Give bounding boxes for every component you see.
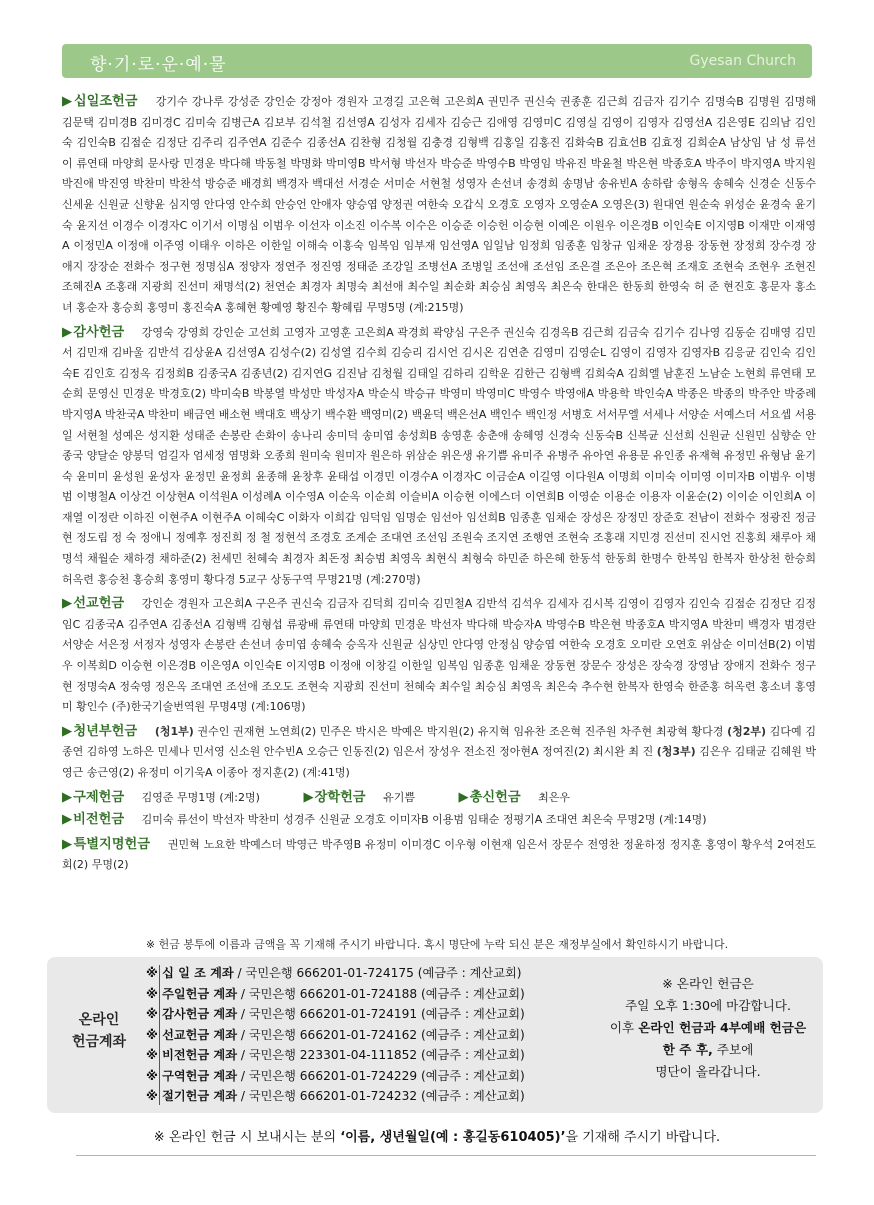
account-detail: / 국민은행 666201-01-724162 (예금주 : 계산교회) [236,1027,525,1042]
account-list [146,963,525,1107]
account-row [146,1045,525,1066]
section-names-seongyo: 강인순 경원자 고은희A 구은주 권신숙 김금자 김덕희 김미숙 김민철A 김반석 김석우 김세자 김시복 김영이 김영자 김인숙 김점순 김정단 김정임C 김종국A 김주연A 김종선A 김형백 김형섭 류광배 류연태 마양희 민경운 박선자 박다해 박승자A 박영수B 박은현 박종호A 박지영A 박찬미 백경자 범경란 서양순 서은정 서정자 성영자 손봉란 손선녀 송미엽 송혜숙 승옥자 신원균 심상민 안다영 안정심 양승엽 여한숙 오경호 오미란 오연호 위삼순 이미선B(2) 이범우 이복희D 이승현 이은경B 이은영A 이인숙E 이지영B 이정애 이창길 이한일 임복임 임종훈 임채운 장동현 장문수 장성은 장숙경 장영남 장애지 전화수 정구현 정명숙A 정숙영 정은옥 조대연 조선애 조오도 조현숙 지광희 진선미 천혜숙 최수일 최승심 최영옥 최은숙 추수현 한복자 한영숙 한준홍 허옥련 홍소녀 홍영미 황인수 (주)한국기술번역원 무명4명 [62,597,817,714]
deadline-line-3-bold: 온라인 헌금과 4부예배 헌금은 [638,1020,807,1035]
section-cheongnyeon [62,722,816,784]
account-name: ※ 십 일 조 계좌 [146,966,234,980]
youth-group-2-label: (청2부) [727,724,767,738]
online-giving-instruction [0,1126,874,1145]
section-total-seongyo: (계:106명) [250,700,306,714]
section-heading-guje: ▶ 구제헌금 [62,790,124,805]
account-name: ※ 구역헌금 계좌 [146,1068,237,1083]
section-bijeon [62,810,816,831]
instruction-prefix: ※ 온라인 헌금 시 보내시는 분의 [153,1130,341,1145]
online-deadline-notice [595,973,821,1083]
account-row [146,1086,525,1107]
section-heading-cheongnyeon: ▶ 청년부헌금 [62,724,137,739]
account-detail: / 국민은행 666201-01-724229 (예금주 : 계산교회) [236,1068,525,1083]
footer-rule [76,1155,816,1156]
section-names-gamsa: 강영숙 강영희 강인순 고선희 고영자 고영훈 고은희A 곽경희 곽양심 구은주 권신숙 김경옥B 김근희 김금숙 김기수 김나영 김동순 김매영 김민서 김민재 김바울 김반석 김상윤A 김선영A 김성수(2) 김성열 김수희 김승리 김시언 김시온 김연춘 김영미 김영순L 김영이 김영자 김영자B 김응균 김인숙 김인숙E 김인호 김정옥 김정희B 김종국A 김종년(2) 김지연G 김진남 김청월 김태일 김하리 김학운 김한근 김형백 김희숙A 김희엘 남훈진 노남순 노현희 류연태 모순희 문영신 민경운 박경호(2) 박미숙B 박봉열 박성만 박성자A 박순식 박승규 박영미 박영미C 박영수 박영애A 박용학 박인숙A 박종은 박종의 박주안 박중례 박지영A 박찬국A 박찬미 배금연 배소현 백대호 백상기 백수환 백영미(2) 백윤덕 백은선A 백인수 백인정 서병호 서서무엘 서세나 서양순 서예스더 서요셉 서용일 서현철 성예은 성지환 성태준 손봉란 손화이 송나리 송미덕 송미엽 송성희B 송영훈 송춘애 송혜영 신경숙 신동숙B 신복균 신선희 신원균 신원민 심향순 안종국 양달순 양봉덕 엄길자 엄세정 염명화 오종희 원미숙 원미자 원은하 위삼순 위은생 유기쁨 유미주 유병주 유아연 유용문 유인종 유재혁 유정민 유형남 윤기숙 윤미미 윤성원 윤성자 윤정민 윤정희 윤종해 윤창후 윤태섭 이경민 이경수A 이경자C 이금순A 이길영 이다원A 이명희 이미숙 이미영 이미자B 이범우 이병범 이병철A 이상건 이상현A 이석원A 이성례A 이수영A 이순옥 이순희 이슬비A 이승현 이에스더 이연희B 이영순 이용순 이용자 이윤순(2) 이이순 이인희A 이재열 이정란 이하진 이현주A 이현주A 이혜숙C 이화자 이희갑 임덕임 임명순 임선아 임선희B 임종훈 임채순 장성은 장정민 장준호 전남이 전화수 정광진 정금현 정도림 정 숙 정애니 정예후 정진희 정 철 정현석 조경호 조계순 조대연 조선임 조원숙 조지연 조행연 조현숙 조홍래 지민경 진선미 진시언 진홍희 채루아 채명석 채월순 채하경 채하준(2) 천세민 천혜숙 최경자 최돈정 최승범 최영옥 최현식 최형숙 하민준 하은혜 한동석 한동희 한명수 한복임 한복자 한상천 한승희 허옥련 홍승천 홍승희 홍영미 황다경 5교구 상동구역 무명21명 [62,325,816,586]
section-heading-sipil: ▶ 십일조헌금 [62,94,138,109]
deadline-line-3 [595,1017,821,1039]
instruction-bold: ‘이름, 생년월일(예 : 홍길동610405)’ [340,1130,566,1145]
account-detail: / 국민은행 666201-01-724175 (예금주 : 계산교회) [233,966,522,980]
account-name: ※ 비전헌금 계좌 [146,1048,237,1062]
deadline-line-4 [595,1039,821,1061]
section-teukbyeol [62,835,816,876]
section-total-guje: (계:2명) [219,790,260,804]
online-offering-box [47,957,823,1113]
header-banner [62,44,812,78]
account-row [146,1025,525,1046]
envelope-notice: ※ 헌금 봉투에 이름과 금액을 꼭 기재해 주시기 바랍니다. 혹시 명단에 누락 되신 분은 재정부실에서 확인하시기 바랍니다. [145,938,729,951]
section-names-janghak: 유기쁨 [383,790,415,804]
account-detail: / 국민은행 666201-01-724191 (예금주 : 계산교회) [236,1007,525,1021]
section-names-guje: 김영준 무명1명 [141,790,216,804]
section-total-cheongnyeon: (계:41명) [302,766,350,779]
section-heading-seongyo: ▶ 선교헌금 [62,596,124,611]
section-sipil [62,92,816,319]
youth-group-1-names: 권수인 권재현 노연희(2) 민주은 박시은 박예은 박지원(2) 유지혁 임유찬 조은혁 진주원 차주현 최광혁 황다경 [197,724,724,738]
section-seongyo [62,594,816,718]
section-heading-gamsa: ▶ 감사헌금 [62,325,124,340]
section-heading-chongsin: ▶ 총신헌금 [458,790,520,805]
account-row [146,1004,525,1025]
church-name: Gyesan Church [689,53,796,69]
instruction-suffix: 을 기재해 주시기 바랍니다. [565,1130,721,1145]
section-heading-teukbyeol: ▶ 특별지명헌금 [62,837,150,852]
deadline-line-5: 명단이 올라갑니다. [655,1064,761,1079]
section-heading-janghak: ▶ 장학헌금 [303,790,365,805]
youth-group-3-label: (청3부) [656,745,696,759]
deadline-line-4-bold: 한 주 후, [662,1042,713,1057]
section-total-gamsa: (계:270명) [366,572,421,586]
page-title: 향·기·로·운·예·물 [90,55,227,75]
account-detail: / 국민은행 666201-01-724232 (예금주 : 계산교회) [236,1089,525,1103]
account-detail: / 국민은행 666201-01-724188 (예금주 : 계산교회) [236,986,525,1001]
deadline-line-3-prefix: 이후 [609,1020,639,1035]
section-names-chongsin: 최은우 [538,790,570,804]
section-names-bijeon: 김미숙 류선이 박선자 박찬미 성경주 신원균 오경호 이미자B 이용범 임태순 정평기A 조대연 최은숙 무명2명 [141,813,656,827]
section-total-sipil: (계:215명) [409,300,464,314]
offering-lists [62,92,816,880]
youth-group-2-names: 김다예 김종연 김하영 노하은 민세나 민서영 신소원 안수빈A 오승근 인동진(2) 임은서 장성우 전소진 정아현A 정여진(2) 최시완 최 진 [62,724,817,759]
online-accounts-label [59,1009,139,1053]
deadline-line-2: 주일 오후 1:30에 마감합니다. [625,998,791,1013]
account-name: ※ 감사헌금 계좌 [146,1007,237,1021]
account-name: ※ 절기헌금 계좌 [146,1089,237,1103]
youth-group-3-names: 김은우 김태균 김혜원 박영근 송근영(2) 유정미 이기욱A 이종아 정지훈(2) [62,745,816,779]
section-heading-bijeon: ▶ 비전헌금 [62,812,124,827]
account-row [146,963,525,984]
section-names-sipil: 강기수 강나루 강성준 강인순 강정아 경원자 고경길 고은혁 고은희A 권민주 권신숙 권종훈 김근희 김금자 김기수 김명숙B 김명원 김명해 김문택 김미경B 김미경C 김미숙 김병근A 김보부 김석철 김선영A 김성자 김세자 김승근 김애영 김영미C 김영실 김영이 김영자 김영선A 김은영E 김의남 김인숙 김인숙B 김점순 김정단 김주리 김주연A 김준수 김종선A 김찬형 김청월 김충경 김형백 김홍일 김홍진 김화숙B 김효선B 김효정 김희순A 남상임 남 성 류선이 류연태 마양희 문사랑 민경운 박다해 박동철 박명화 박미영B 박서형 박선자 박승준 박영수B 박영임 박유진 박윤철 박은현 박종호A 박주이 박지영A 박지원 박진애 박진영 박찬미 박찬석 방승준 배경희 백경자 백대선 서경순 서미순 서현철 성영자 손선녀 송경희 송명남 송유빈A 송하람 송형옥 송혜숙 신경순 신동수 신세윤 신원균 신향윤 심지영 안다영 안수희 안승언 안애자 양승엽 양정권 여한숙 오갑식 오경호 오영자 오영순A 오영은(3) 원대연 원순숙 위성순 윤경숙 윤기숙 윤지선 이경수 이경자C 이기서 이명심 이범우 이선자 이소진 이수복 이수은 이승준 이승헌 이승현 이예은 이원우 이은경B 이인숙E 이지영B 이재만 이재영A 이정민A 이정애 이주영 이태우 이하은 이한일 이해숙 이홍숙 임복임 임부재 임선영A 임일남 임정희 임종훈 임창규 임채운 장경용 장동현 장정희 장수경 장애지 장장순 전화수 정구현 정명심A 정양자 정연주 정진영 정태준 조강일 조병선A 조병일 조선애 조선임 조은결 조은아 조은혁 조재호 조현숙 조현우 조현진 조혜진A 조홍래 지광희 진선미 채명석(2) 천연순 최경자 최명숙 최선애 최수일 최순화 최승심 최영옥 최은숙 한대은 한동희 한영숙 허 준 현진호 홍문자 홍소녀 홍순자 홍승희 홍영미 홍진숙A 홍혜현 황예영 황진수 황혜림 무명5명 [62,95,816,314]
deadline-line-1: ※ 온라인 헌금은 [662,976,754,991]
section-names-teukbyeol: 권민혁 노요한 박예스더 박영근 박주영B 유정미 이미경C 이우형 이현재 임은서 장문수 전영찬 정윤하정 정지훈 홍영이 황우석 2여전도회(2) 무명(2) [62,837,816,872]
section-gamsa [62,323,816,591]
section-total-bijeon: (계:14명) [658,813,707,827]
online-label-line-2: 헌금계좌 [71,1034,127,1050]
deadline-line-4-suffix: 주보에 [712,1042,754,1057]
youth-group-1-label: (청1부) [154,724,194,738]
account-row [146,984,525,1005]
account-name: ※ 선교헌금 계좌 [146,1027,237,1042]
section-row-guje-janghak-chongsin [62,788,816,809]
account-detail: / 국민은행 223301-04-111852 (예금주 : 계산교회) [236,1048,525,1062]
account-row [146,1066,525,1087]
online-label-line-1: 온라인 [78,1012,120,1028]
account-name: ※ 주일헌금 계좌 [146,986,237,1001]
